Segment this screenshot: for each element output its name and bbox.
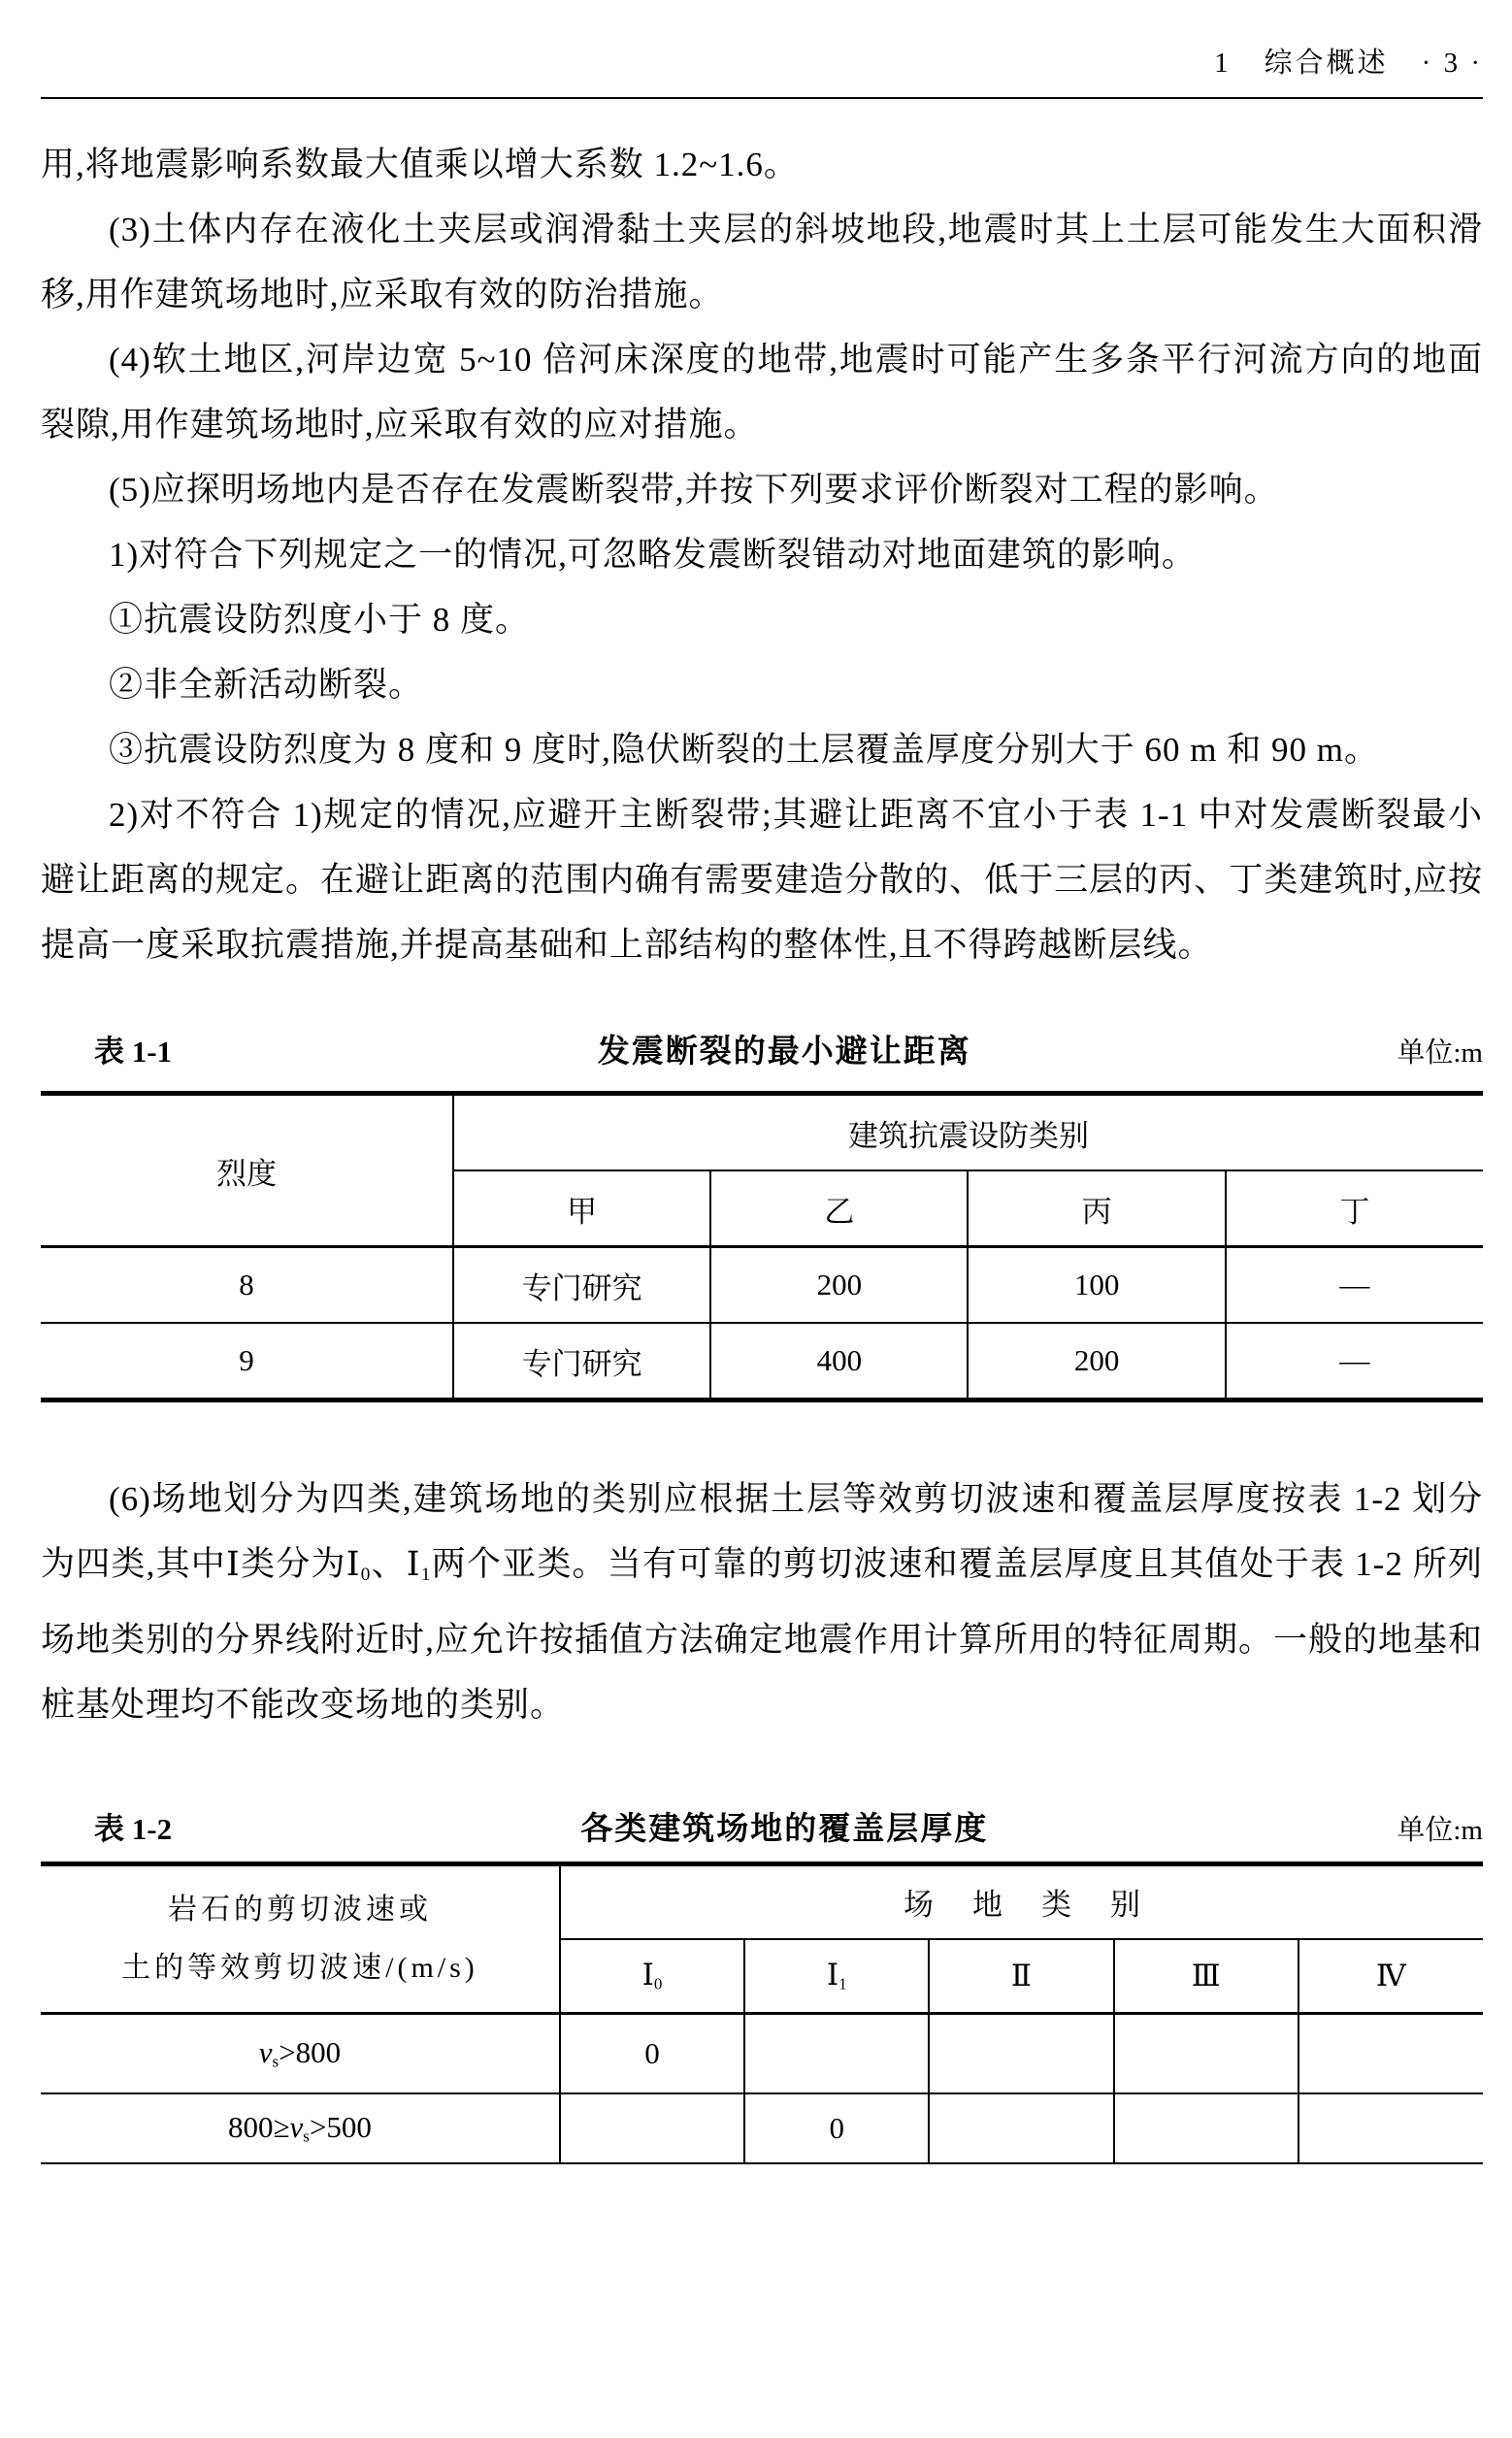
row-header-line2: 土的等效剪切波速/(m/s) bbox=[121, 1951, 478, 1984]
table-cell: 0 bbox=[744, 2093, 929, 2163]
paragraph: (4)软土地区,河岸边宽 5~10 倍河床深度的地带,地震时可能产生多条平行河流方向的地面裂隙,用作建筑场地时,应采取有效的应对措施。 bbox=[41, 341, 1483, 444]
table-cell bbox=[744, 2013, 929, 2093]
group-header-fortification-category: 建筑抗震设防类别 bbox=[453, 1094, 1483, 1171]
paragraph: (3)土体内存在液化土夹层或润滑黏土夹层的斜坡地段,地震时其上土层可能发生大面积滑移,用作建筑场地时,应采取有效的防治措施。 bbox=[41, 211, 1483, 313]
body-text-block-1 bbox=[41, 132, 1483, 977]
table-cell: 100 bbox=[968, 1247, 1225, 1324]
row-label-vs-gt-800: $v_s>800$ bbox=[41, 2013, 560, 2093]
table-1-1 bbox=[41, 1091, 1483, 1402]
page-header bbox=[41, 0, 1483, 99]
table-1-2-caption bbox=[41, 1803, 1483, 1849]
paragraph: ①抗震设防烈度小于 8 度。 bbox=[109, 601, 531, 639]
table-cell: — bbox=[1226, 1247, 1483, 1324]
table-row bbox=[41, 2013, 1483, 2093]
col-header-IV: Ⅳ bbox=[1298, 1939, 1483, 2014]
row-label-800-vs-500: $800\ge v_s>500$ bbox=[228, 2110, 372, 2146]
table-cell: — bbox=[1226, 1323, 1483, 1400]
col-header-I1: $Ⅰ_1$ bbox=[744, 1939, 929, 2014]
table-row bbox=[41, 1863, 1483, 1939]
table-1-2 bbox=[41, 1861, 1483, 2164]
table-row bbox=[41, 1247, 1483, 1324]
table-cell: 200 bbox=[968, 1323, 1225, 1400]
body-text-block-2 bbox=[41, 1466, 1483, 1737]
table-cell: 200 bbox=[710, 1247, 968, 1324]
table-cell: 400 bbox=[710, 1323, 968, 1400]
table-cell bbox=[929, 2093, 1113, 2163]
paragraph: (5)应探明场地内是否存在发震断裂带,并按下列要求评价断裂对工程的影响。 bbox=[109, 471, 1279, 509]
paragraph: 2)对不符合 1)规定的情况,应避开主断裂带;其避让距离不宜小于表 1-1 中对发震断裂最小避让距离的规定。在避让距离的范围内确有需要建造分散的、低于三层的丙、丁类建筑时,应按提高一度采取抗震措施,并提高基础和上部结构的整体性,且不得跨越断层线。 bbox=[41, 796, 1483, 964]
table-cell: 8 bbox=[41, 1247, 453, 1324]
table-cell bbox=[1298, 2093, 1483, 2163]
group-header-site-category: 场地类别 bbox=[560, 1863, 1483, 1939]
table-1-1-label: 表 1-1 bbox=[94, 1035, 173, 1069]
table-1-2-label: 表 1-2 bbox=[94, 1811, 173, 1846]
col-header-bing: 丙 bbox=[968, 1170, 1225, 1247]
table-cell: 0 bbox=[560, 2013, 744, 2093]
table-1-1-unit: 单位:m bbox=[1397, 1038, 1483, 1069]
table-cell bbox=[929, 2013, 1113, 2093]
table-row bbox=[41, 1323, 1483, 1400]
table-cell bbox=[1114, 2093, 1298, 2163]
col-header-I0: $Ⅰ_0$ bbox=[560, 1939, 744, 2014]
paragraph: ③抗震设防烈度为 8 度和 9 度时,隐伏断裂的土层覆盖厚度分别大于 60 m 和 90 m。 bbox=[109, 731, 1379, 769]
col-header-ding: 丁 bbox=[1226, 1170, 1483, 1247]
table-1-1-title: 发震断裂的最小避让距离 bbox=[597, 1035, 971, 1070]
paragraph: 用,将地震影响系数最大值乘以增大系数 1.2~1.6。 bbox=[41, 146, 799, 183]
page-number: · 3 · bbox=[1421, 48, 1483, 79]
col-header-yi: 乙 bbox=[710, 1170, 968, 1247]
col-header-II: Ⅱ bbox=[929, 1939, 1113, 2014]
table-cell: 9 bbox=[239, 1343, 254, 1377]
table-cell: 专门研究 bbox=[453, 1323, 710, 1400]
col-header-jia: 甲 bbox=[453, 1170, 710, 1247]
col-header-III: Ⅲ bbox=[1114, 1939, 1298, 2014]
table-cell: 专门研究 bbox=[453, 1247, 710, 1324]
chapter-number: 1 bbox=[1214, 48, 1232, 79]
table-1-2-title: 各类建筑场地的覆盖层厚度 bbox=[580, 1811, 989, 1847]
row-header-line1: 岩石的剪切波速或 bbox=[167, 1893, 432, 1926]
table-cell bbox=[560, 2093, 744, 2163]
table-row bbox=[41, 1094, 1483, 1171]
table-row bbox=[41, 2093, 1483, 2163]
paragraph: ②非全新活动断裂。 bbox=[109, 666, 424, 704]
row-header-intensity: 烈度 bbox=[41, 1094, 453, 1247]
table-1-1-caption bbox=[41, 1026, 1483, 1071]
chapter-title: 综合概述 bbox=[1264, 48, 1389, 79]
row-header-shear-wave-velocity bbox=[41, 1863, 560, 2013]
table-cell bbox=[1114, 2013, 1298, 2093]
table-1-2-unit: 单位:m bbox=[1397, 1814, 1483, 1846]
paragraph: (6)场地划分为四类,建筑场地的类别应根据土层等效剪切波速和覆盖层厚度按表 1-2 划分为四类,其中Ⅰ类分为$Ⅰ_0$、$Ⅰ_1$两个亚类。当有可靠的剪切波速和覆盖层厚度且其值处于表 1-2 所列场地类别的分界线附近时,应允许按插值方法确定地震作用计算所用的特征周期。一般的地基和桩基处理均不能改变场地的类别。 bbox=[41, 1480, 1483, 1724]
paragraph: 1)对符合下列规定之一的情况,可忽略发震断裂错动对地面建筑的影响。 bbox=[109, 536, 1197, 574]
table-cell bbox=[1298, 2013, 1483, 2093]
